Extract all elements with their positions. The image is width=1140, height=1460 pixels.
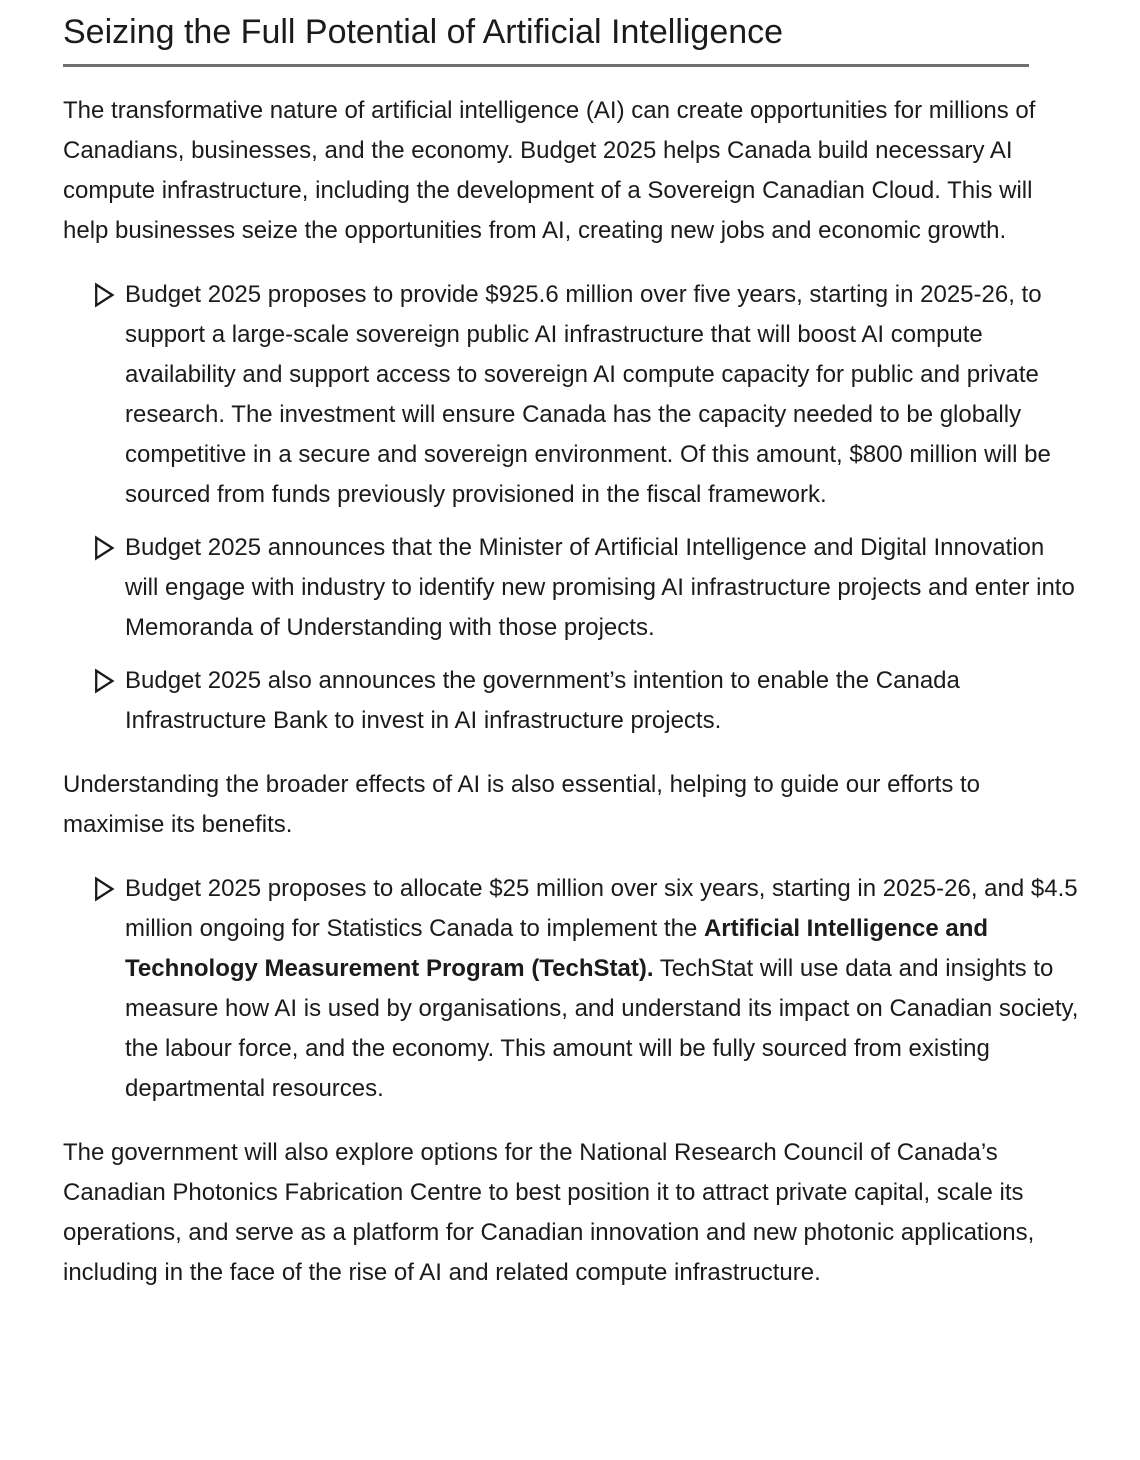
list-item: [63, 869, 1080, 1109]
list-item-text: Budget 2025 proposes to provide $925.6 million over five years, starting in 2025-26, to support a large-scale sovereign public AI infrastructure that will boost AI compute availability and support access to sovereign AI compute capacity for public and private research. The investment will ensure Canada has the capacity needed to be globally competitive in a secure and sovereign environment. Of this amount, $800 million will be sourced from funds previously provisioned in the fiscal framework.: [125, 281, 1051, 509]
list-item-text-bold: Artificial Intelligence and Technology Measurement Program (TechStat).: [125, 915, 989, 983]
list-item-text: Budget 2025 announces that the Minister of Artificial Intelligence and Digital Innovation will engage with industry to identify new promising AI infrastructure projects and enter into Memoranda of Understanding with those projects.: [125, 534, 1075, 642]
mid-paragraph: Understanding the broader effects of AI is also essential, helping to guide our efforts to maximise its benefits.: [63, 771, 981, 839]
triangle-bullet-icon: [93, 282, 115, 308]
list-item-text-post: TechStat will use data and insights to measure how AI is used by organisations, and understand its impact on Canadian society, the labour force, and the economy. This amount will be fully sourced from existing departmental resources.: [125, 955, 1079, 1103]
list-item: [63, 275, 1080, 515]
title-divider-rule: [63, 64, 1029, 67]
list-item: [63, 528, 1080, 648]
page-title: Seizing the Full Potential of Artificial Intelligence: [63, 13, 784, 51]
triangle-bullet-icon: [93, 876, 115, 902]
intro-paragraph: The transformative nature of artificial intelligence (AI) can create opportunities for millions of Canadians, businesses, and the economy. Budget 2025 helps Canada build necessary AI compute infrastructure, including the development of a Sovereign Canadian Cloud. This will help businesses seize the opportunities from AI, creating new jobs and economic growth.: [63, 97, 1036, 245]
ai-infrastructure-list: [63, 275, 1080, 741]
list-item: [63, 661, 1080, 741]
closing-paragraph: The government will also explore options for the National Research Council of Canada’s Canadian Photonics Fabrication Centre to best position it to attract private capital, scale its operations, and serve as a platform for Canadian innovation and new photonic applications, including in the face of the rise of AI and related compute infrastructure.: [63, 1139, 1035, 1287]
techstat-list: [63, 869, 1080, 1109]
triangle-bullet-icon: [93, 535, 115, 561]
list-item-text-pre: Budget 2025 proposes to allocate $25 million over six years, starting in 2025-26, and $4.5 million ongoing for Statistics Canada to implement the: [125, 875, 1078, 943]
list-item-text: Budget 2025 also announces the government’s intention to enable the Canada Infrastructure Bank to invest in AI infrastructure projects.: [125, 667, 960, 735]
triangle-bullet-icon: [93, 668, 115, 694]
